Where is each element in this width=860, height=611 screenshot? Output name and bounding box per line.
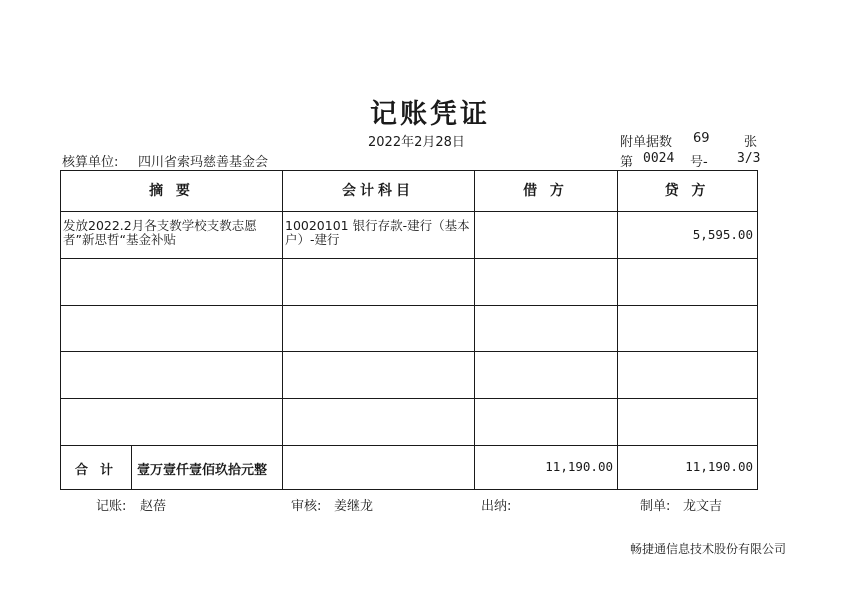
total-credit: 11,190.00 xyxy=(685,459,753,474)
header-credit: 贷 方 xyxy=(664,183,710,199)
unit-name: 四川省索玛慈善基金会 xyxy=(138,155,269,170)
cashier-label: 出纳: xyxy=(481,499,512,514)
header-summary: 摘 要 xyxy=(149,183,194,199)
preparer-label: 制单: xyxy=(640,499,671,514)
unit-label: 核算单位: xyxy=(62,155,119,170)
total-amount-words: 壹万壹仟壹佰玖拾元整 xyxy=(137,463,268,478)
row-summary: 发放2022.2月各支教学校支教志愿者”新思哲“基金补贴 xyxy=(63,218,257,247)
voucher-date: 2022年2月28日 xyxy=(368,135,465,150)
total-debit: 11,190.00 xyxy=(545,459,613,474)
bookkeeper-name: 赵蓓 xyxy=(140,499,167,514)
header-debit: 借 方 xyxy=(523,183,568,199)
row-credit: 5,595.00 xyxy=(692,227,753,242)
auditor-name: 姜继龙 xyxy=(334,499,374,514)
auditor-label: 审核: xyxy=(291,499,322,514)
attachments-label: 附单据数 xyxy=(620,135,673,150)
voucher-table xyxy=(60,170,758,490)
total-label: 合计 xyxy=(75,463,126,478)
voucher-page-no: 3/3 xyxy=(737,151,761,166)
voucher-no-suffix: 号- xyxy=(690,155,708,170)
voucher-title: 记账凭证 xyxy=(370,99,490,130)
attachments-unit: 张 xyxy=(744,135,758,150)
attachments-count: 69 xyxy=(693,131,710,146)
bookkeeper-label: 记账: xyxy=(96,499,127,514)
header-account: 会计科目 xyxy=(342,183,414,199)
preparer-name: 龙文吉 xyxy=(683,499,723,514)
row-account: 10020101 银行存款-建行（基本户）-建行 xyxy=(285,218,470,247)
voucher-no-number: 0024 xyxy=(643,151,675,166)
footer-company: 畅捷通信息技术股份有限公司 xyxy=(630,542,787,556)
voucher-no-prefix: 第 xyxy=(620,155,634,170)
